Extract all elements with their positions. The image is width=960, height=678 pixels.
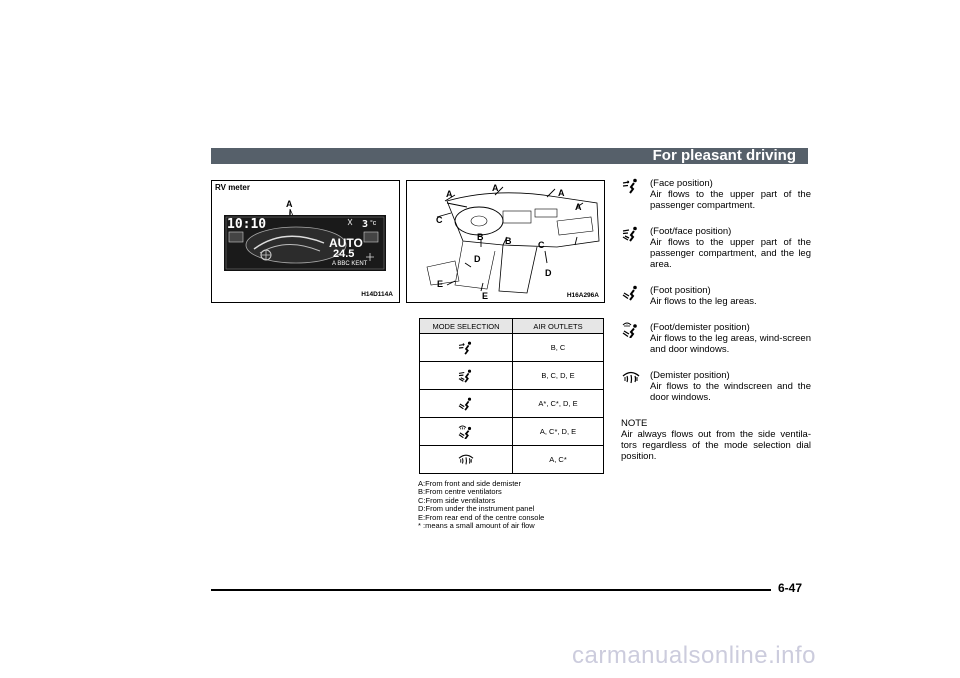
air-outlets-cell: A*, C*, D, E xyxy=(513,390,604,418)
column-header-mode: MODE SELECTION xyxy=(420,319,513,334)
table-row xyxy=(420,334,604,362)
vent-label-a3: A xyxy=(558,188,565,198)
table-row xyxy=(420,390,604,418)
mode-title: (Foot/face position) xyxy=(650,226,732,237)
vent-label-e2: E xyxy=(482,291,489,301)
mode-descriptions xyxy=(621,178,811,462)
foot-vent-icon xyxy=(621,285,641,301)
legend-item: A:From front and side demister xyxy=(418,479,521,488)
display-outside-temp: 3 xyxy=(362,219,369,230)
legend-item: C:From side ventilators xyxy=(418,495,496,505)
mode-text: Air flows to the upper part of the passenger compartment, and the leg area. xyxy=(650,237,811,270)
mode-title: (Face position) xyxy=(650,178,713,189)
legend-item: E:From rear end of the centre console xyxy=(418,512,545,522)
vent-label-c1: C xyxy=(436,215,443,225)
air-outlets-figure xyxy=(406,180,605,303)
vent-label-b1: B xyxy=(477,232,484,242)
vent-label-d2: D xyxy=(545,268,552,278)
note-heading: NOTE xyxy=(621,418,648,429)
face-vent-icon xyxy=(457,341,475,355)
air-outlets-cell: A, C*, D, E xyxy=(513,418,604,446)
air-outlets-cell: B, C, D, E xyxy=(513,362,604,390)
vent-label-d1: D xyxy=(474,254,481,264)
table-header-row xyxy=(420,319,604,334)
figure-code: H16A296A xyxy=(566,292,599,299)
footer-rule xyxy=(211,589,771,591)
display-mode: AUTO xyxy=(329,236,363,250)
mode-item-foot-demister xyxy=(621,322,811,355)
watermark: carmanualsonline.info xyxy=(572,642,816,669)
mode-item-face xyxy=(621,178,811,211)
demister-icon xyxy=(621,370,641,386)
vent-label-a2: A xyxy=(492,183,499,193)
vent-label-c2: C xyxy=(538,240,545,250)
mode-selection-table xyxy=(419,318,604,474)
header-bar xyxy=(211,148,808,164)
foot-face-vent-icon xyxy=(457,369,475,383)
note-text: Air always flows out from the side ventila-tors regardless of the mode selection dial position. xyxy=(621,429,811,462)
mode-text: Air flows to the leg areas, wind-screen and door windows. xyxy=(650,333,811,355)
foot-demister-icon xyxy=(457,425,475,439)
mode-text: Air flows to the windscreen and the door windows. xyxy=(650,381,811,403)
face-vent-icon xyxy=(621,178,641,194)
figure-code: H14D114A xyxy=(361,291,393,298)
display-set-temp: 24.5 xyxy=(333,248,355,260)
mode-text: Air flows to the leg areas. xyxy=(650,296,757,307)
outlet-legend xyxy=(418,480,544,530)
vent-label-b2: B xyxy=(505,236,512,246)
display-time: 10:10 xyxy=(227,217,267,232)
foot-vent-icon xyxy=(457,397,475,411)
display-audio: A BBC KENT xyxy=(332,261,368,267)
page-number: 6-47 xyxy=(778,581,803,595)
mode-title: (Demister position) xyxy=(650,370,730,381)
figure-title: RV meter xyxy=(215,183,250,192)
legend-item: * :means a small amount of air flow xyxy=(418,521,535,531)
mode-item-foot xyxy=(621,285,811,307)
column-header-outlets: AIR OUTLETS xyxy=(513,319,604,334)
legend-item: B:From centre ventilators xyxy=(418,487,502,497)
mode-title: (Foot position) xyxy=(650,285,711,296)
callout-label: A xyxy=(286,199,293,209)
legend-item: D:From under the instrument panel xyxy=(418,504,535,514)
air-outlets-cell: B, C xyxy=(513,334,604,362)
mode-title: (Foot/demister position) xyxy=(650,322,750,333)
vent-label-a4: A xyxy=(575,202,582,212)
vent-label-a1: A xyxy=(446,189,453,199)
mode-text: Air flows to the upper part of the passenger compartment. xyxy=(650,189,811,211)
mode-item-foot-face xyxy=(621,226,811,270)
table-row xyxy=(420,418,604,446)
display-temp-unit: °c xyxy=(370,220,377,227)
foot-face-vent-icon xyxy=(621,226,641,242)
vent-label-e1: E xyxy=(437,279,444,289)
rv-meter-figure xyxy=(211,180,400,303)
foot-demister-icon xyxy=(621,322,641,338)
mode-item-demister xyxy=(621,370,811,403)
air-outlets-cell: A, C* xyxy=(549,455,567,464)
table-row xyxy=(420,362,604,390)
table-row xyxy=(420,446,604,474)
section-title: For pleasant driving xyxy=(652,147,796,164)
demister-icon xyxy=(457,453,475,467)
